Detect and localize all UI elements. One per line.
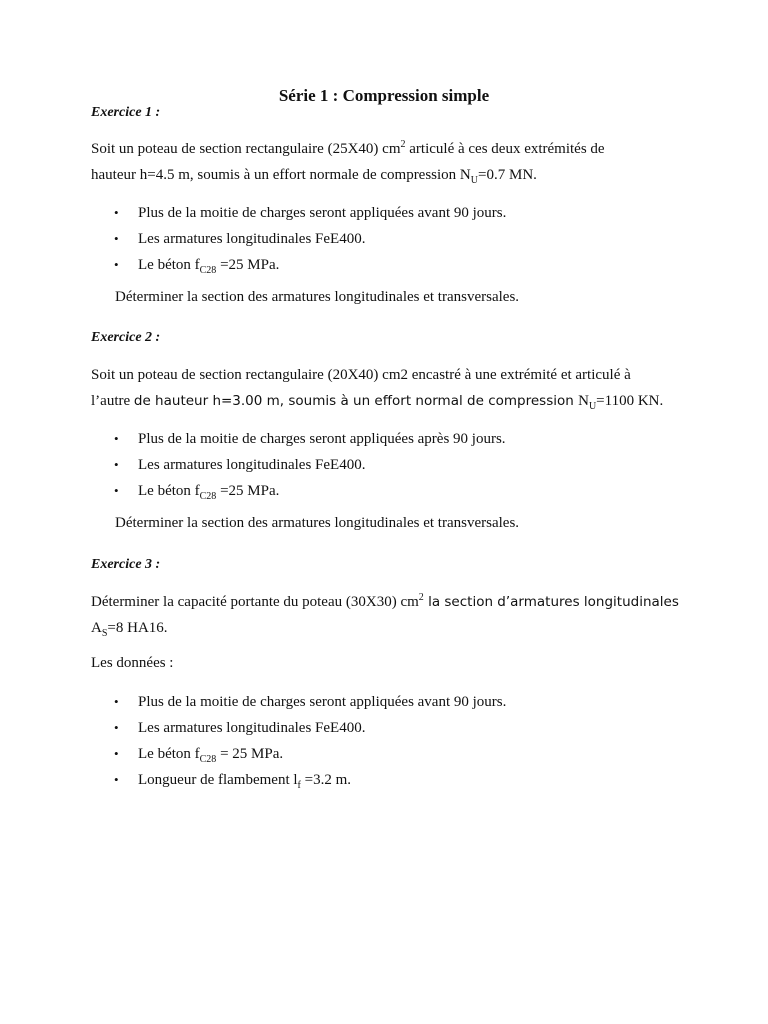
subscript: C28 [199, 491, 217, 502]
bullet-icon: • [114, 205, 119, 220]
exercise-2-heading: Exercice 2 : [91, 330, 161, 345]
bullet-icon: • [114, 772, 119, 787]
text-fragment: Soit un poteau de section rectangulaire (25X40) cm [91, 141, 401, 157]
list-item [0, 767, 506, 793]
text-fragment: =1100 KN. [596, 393, 664, 409]
list-item-text: Les armatures longitudinales FeE400. [138, 457, 366, 473]
list-item-text: Longueur de flambement l [138, 772, 298, 788]
list-item-text: Les armatures longitudinales FeE400. [138, 231, 366, 247]
exercise-3-statement-line-1 [91, 589, 681, 615]
exercise-1-heading: Exercice 1 : [91, 105, 161, 120]
list-item [0, 715, 506, 741]
subscript: f [297, 780, 301, 791]
bullet-icon: • [114, 694, 119, 709]
exercise-1-statement-line-1 [91, 136, 681, 162]
text-fragment: la section d’armatures longitudinales [423, 594, 679, 610]
exercise-2-conditions-list [0, 426, 506, 504]
subscript: C28 [199, 265, 217, 276]
exercise-3-statement-line-2 [91, 615, 681, 641]
list-item-text: Le béton f [138, 257, 200, 273]
list-item-text: = 25 MPa. [216, 746, 284, 762]
exercise-1-conditions-list [0, 200, 506, 278]
list-item-text: Plus de la moitie de charges seront appliquées avant 90 jours. [138, 694, 507, 710]
bullet-icon: • [114, 720, 119, 735]
bullet-icon: • [114, 231, 119, 246]
text-fragment: =0.7 MN. [478, 167, 537, 183]
subscript: U [470, 175, 479, 186]
text-fragment: A [91, 620, 102, 636]
page-title: Série 1 : Compression simple [278, 86, 490, 105]
list-item [0, 478, 506, 504]
bullet-icon: • [114, 457, 119, 472]
exercise-3-data-label: Les données : [91, 655, 174, 671]
list-item [0, 741, 506, 767]
exercise-2-statement-line-1: Soit un poteau de section rectangulaire (20X40) cm2 encastré à une extrémité et articulé à [91, 367, 631, 383]
text-fragment: de hauteur h=3.00 m, soumis à un effort normal de compression [133, 393, 579, 409]
exercise-1-statement [91, 136, 681, 188]
superscript: 2 [418, 592, 424, 603]
list-item [0, 426, 506, 452]
list-item-text: =25 MPa. [216, 483, 280, 499]
exercise-3-statement [91, 589, 681, 641]
bullet-icon: • [114, 431, 119, 446]
text-fragment: l’autre [91, 393, 134, 409]
list-item [0, 226, 506, 252]
text-fragment: articulé à ces deux extrémités de [405, 141, 605, 157]
list-item-text: Plus de la moitie de charges seront appliquées après 90 jours. [138, 431, 506, 447]
superscript: 2 [400, 139, 406, 150]
subscript: U [588, 401, 597, 412]
list-item-text: =25 MPa. [216, 257, 280, 273]
exercise-1-task: Déterminer la section des armatures longitudinales et transversales. [115, 289, 520, 305]
exercise-2-statement-line-2 [91, 388, 681, 414]
text-fragment: =8 HA16. [107, 620, 168, 636]
subscript: S [101, 628, 108, 639]
list-item-text: Plus de la moitie de charges seront appliquées avant 90 jours. [138, 205, 507, 221]
exercise-2-task: Déterminer la section des armatures longitudinales et transversales. [115, 515, 520, 531]
subscript: C28 [199, 754, 217, 765]
list-item-text: =3.2 m. [300, 772, 352, 788]
text-fragment: N [578, 393, 589, 409]
list-item [0, 452, 506, 478]
list-item-text: Les armatures longitudinales FeE400. [138, 720, 366, 736]
list-item [0, 252, 506, 278]
text-fragment: hauteur h=4.5 m, soumis à un effort normale de compression N [91, 167, 471, 183]
list-item-text: Le béton f [138, 746, 200, 762]
exercise-2-statement [91, 362, 681, 414]
list-item [0, 689, 506, 715]
exercise-3-conditions-list [0, 689, 506, 793]
list-item-text: Le béton f [138, 483, 200, 499]
bullet-icon: • [114, 746, 119, 761]
exercise-1-statement-line-2 [91, 162, 681, 188]
bullet-icon: • [114, 257, 119, 272]
list-item [0, 200, 506, 226]
bullet-icon: • [114, 483, 119, 498]
exercise-3-heading: Exercice 3 : [91, 557, 161, 572]
text-fragment: Déterminer la capacité portante du poteau (30X30) cm [91, 594, 419, 610]
